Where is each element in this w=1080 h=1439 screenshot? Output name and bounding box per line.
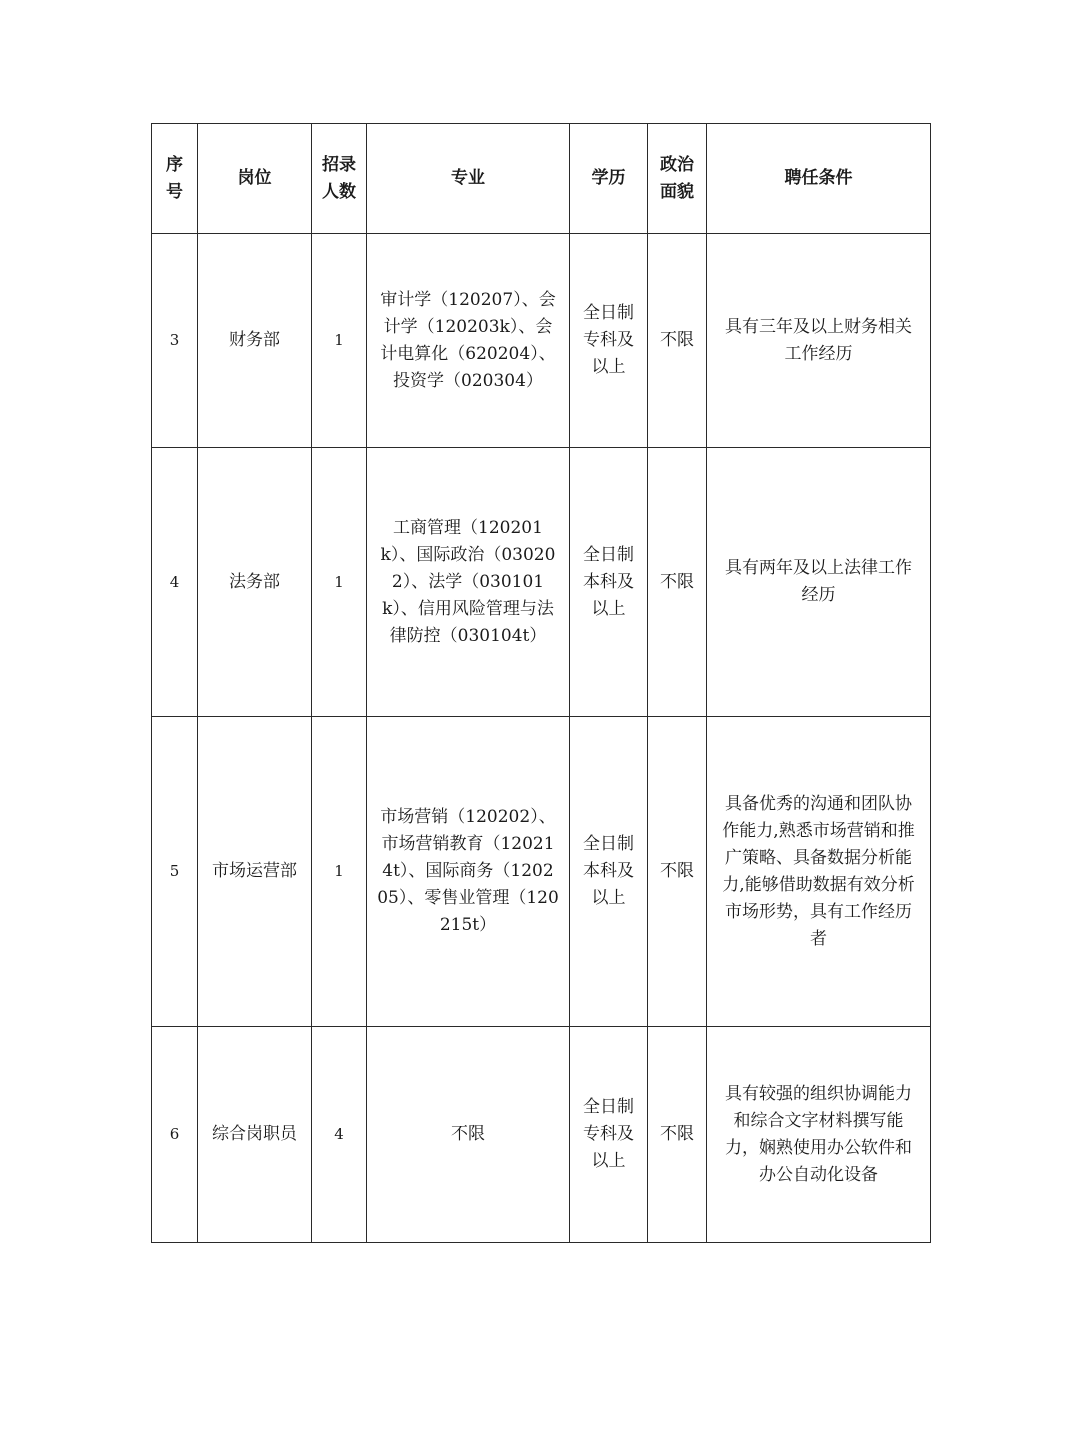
row-political: 不限	[648, 717, 707, 1027]
row-education: 全日制本科及以上	[570, 448, 648, 717]
row-count: 1	[312, 717, 367, 1027]
row-position: 市场运营部	[198, 717, 312, 1027]
table-row	[152, 1027, 931, 1243]
header-education: 学历	[570, 124, 648, 234]
row-index: 4	[152, 448, 198, 717]
row-major: 市场营销（120202）、市场营销教育（120214t）、国际商务（120205）、零售业管理（120215t）	[367, 717, 570, 1027]
header-conditions: 聘任条件	[707, 124, 931, 234]
row-count: 1	[312, 448, 367, 717]
table-row	[152, 448, 931, 717]
row-education: 全日制专科及以上	[570, 234, 648, 448]
row-position: 法务部	[198, 448, 312, 717]
row-education: 全日制专科及以上	[570, 1027, 648, 1243]
row-count: 1	[312, 234, 367, 448]
header-position: 岗位	[198, 124, 312, 234]
row-major: 工商管理（120201k）、国际政治（030202）、法学（030101k）、信用风险管理与法律防控（030104t）	[367, 448, 570, 717]
row-conditions: 具有两年及以上法律工作经历	[707, 448, 931, 717]
row-index: 3	[152, 234, 198, 448]
row-conditions: 具备优秀的沟通和团队协作能力,熟悉市场营销和推广策略、具备数据分析能力,能够借助数据有效分析市场形势，具有工作经历者	[707, 717, 931, 1027]
header-major: 专业	[367, 124, 570, 234]
header-index: 序号	[152, 124, 198, 234]
recruitment-table	[151, 123, 931, 1243]
header-count: 招录人数	[312, 124, 367, 234]
table-row	[152, 717, 931, 1027]
row-index: 5	[152, 717, 198, 1027]
table-row	[152, 234, 931, 448]
row-major: 审计学（120207）、会计学（120203k）、会计电算化（620204）、投资学（020304）	[367, 234, 570, 448]
row-position: 综合岗职员	[198, 1027, 312, 1243]
header-political: 政治面貌	[648, 124, 707, 234]
table-header-row	[152, 124, 931, 234]
row-political: 不限	[648, 448, 707, 717]
row-position: 财务部	[198, 234, 312, 448]
row-major: 不限	[367, 1027, 570, 1243]
row-index: 6	[152, 1027, 198, 1243]
row-conditions: 具有较强的组织协调能力和综合文字材料撰写能力，娴熟使用办公软件和办公自动化设备	[707, 1027, 931, 1243]
row-political: 不限	[648, 234, 707, 448]
row-count: 4	[312, 1027, 367, 1243]
row-conditions: 具有三年及以上财务相关工作经历	[707, 234, 931, 448]
row-education: 全日制本科及以上	[570, 717, 648, 1027]
row-political: 不限	[648, 1027, 707, 1243]
